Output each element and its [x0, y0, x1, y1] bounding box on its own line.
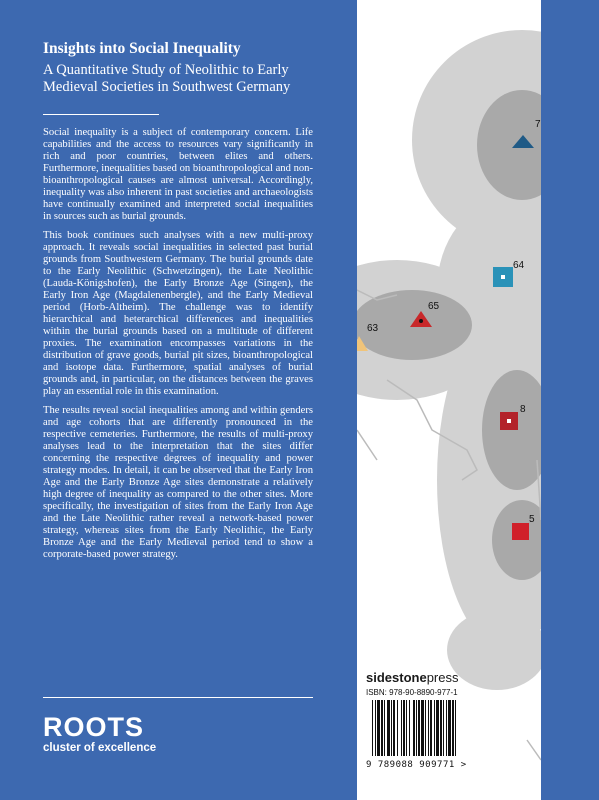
publisher-name-regular: press	[426, 670, 459, 685]
spine-strip	[541, 0, 599, 800]
barcode	[366, 698, 496, 760]
publisher-name-bold: sidestone	[366, 670, 427, 685]
barcode-bar	[406, 700, 407, 756]
marker-8	[500, 404, 526, 430]
barcode-bar	[377, 700, 380, 756]
barcode-bar	[393, 700, 395, 756]
marker-8-label: 8	[520, 404, 526, 415]
publisher-block	[366, 671, 536, 698]
title-divider	[43, 114, 159, 115]
barcode-bar	[436, 700, 439, 756]
marker-7	[512, 119, 541, 148]
barcode-bar	[387, 700, 390, 756]
barcode-bar	[403, 700, 405, 756]
marker-7-label: 7	[535, 119, 541, 130]
barcode-bar	[375, 700, 376, 756]
barcode-bar	[372, 700, 373, 756]
barcode-bar	[401, 700, 402, 756]
blurb-paragraph-1: Social inequality is a subject of contemporary concern. Life capabilities and the access to resources vary significantly in rich and poor countries, between elites and others. Furthermore, inequalities based on bioanthropological and non-bioanthropological causes are almost universal. Accordingly, inequality was also inherent in past societies and archaeologists have continually examined and interpreted social inequalities in sources such as burial grounds.	[43, 127, 313, 222]
barcode-bar	[397, 700, 398, 756]
blurb-paragraph-2: This book continues such analyses with a new multi-proxy approach. It reveals social inequalities in selected past burial grounds from Southwestern Germany. The burial grounds date to the Early Neolithic (Schwetzingen), the Late Neolithic (Lauda-Königshofen), the Early Bronze Age (Singen), the Early Iron Age (Magdalenenbergle), and the Early Medieval period (Horb-Altheim). The challenge was to identify hierarchical and heterarchical differences and inequalities within the burial grounds based on a multitude of different proxies. The examination encompasses variations in the distribution of grave goods, burial pit sizes, bioanthropological and isotope data. Furthermore, spatial analyses of burial grounds and, in particular, on the distances between the graves play an essential role in this examination.	[43, 230, 313, 397]
isbn-text: ISBN: 978-90-8890-977-1	[366, 688, 458, 697]
barcode-bar	[413, 700, 415, 756]
marker-63	[357, 323, 379, 351]
blurb-paragraph-3: The results reveal social inequalities among and within genders and age cohorts that are differently pronounced in the respective cemeteries. Furthermore, the results of multi-proxy analyses lead to the interpretation that the sites differ concerning the respective degrees of inequality and power strategy modes. In detail, it can be observed that the Early Iron Age and the Early Bronze Age sites demonstrate a relatively high degree of inequality as compared to the other sites. More specifically, the investigation of sites from the Early Iron Age and the Late Neolithic rather reveal a network-based power strategy, whereas sites from the Early Neolithic, the Early Bronze Age and the Early Medieval period tend to show a corporate-based power strategy.	[43, 405, 313, 560]
barcode-bar	[428, 700, 429, 756]
barcode-bar	[443, 700, 444, 756]
barcode-bar	[440, 700, 442, 756]
marker-63-label: 63	[367, 323, 379, 334]
book-subtitle: A Quantitative Study of Neolithic to Early Medieval Societies in Southwest Germany	[43, 62, 291, 95]
footer-divider	[43, 697, 313, 698]
barcode-bar	[446, 700, 447, 756]
barcode-bar	[384, 700, 385, 756]
marker-5-label: 5	[529, 514, 535, 525]
barcode-digits: 9 789088 909771 >	[366, 760, 467, 770]
marker-64	[493, 260, 525, 287]
publisher-name	[366, 671, 536, 685]
barcode-bar	[448, 700, 451, 756]
barcode-bar	[434, 700, 435, 756]
marker-65-label: 65	[428, 301, 440, 312]
barcode-bar	[391, 700, 392, 756]
barcode-bar	[418, 700, 420, 756]
barcode-bar	[409, 700, 410, 756]
barcode-bar	[425, 700, 426, 756]
logo-tagline: cluster of excellence	[43, 742, 157, 754]
barcode-bar	[430, 700, 432, 756]
barcode-bars	[366, 698, 496, 760]
marker-65	[410, 301, 440, 327]
marker-5	[512, 514, 535, 540]
barcode-bar	[381, 700, 383, 756]
barcode-bar	[416, 700, 417, 756]
barcode-bar	[452, 700, 454, 756]
roots-logo	[43, 712, 243, 755]
barcode-bar	[455, 700, 456, 756]
book-title: Insights into Social Inequality	[43, 40, 241, 57]
logo-wordmark: ROOTS	[43, 712, 145, 742]
marker-64-label: 64	[513, 260, 525, 271]
blurb	[43, 127, 313, 568]
barcode-bar	[421, 700, 424, 756]
